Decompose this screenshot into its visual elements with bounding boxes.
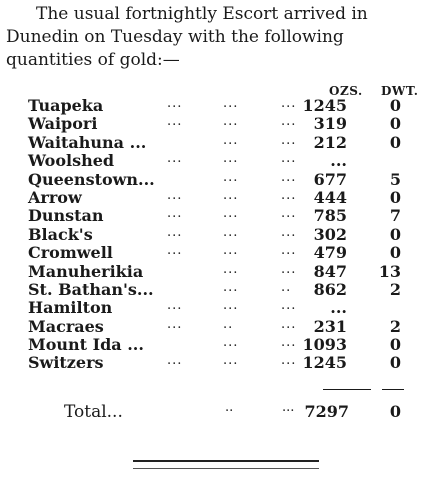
leader-dots: ... — [223, 206, 239, 222]
ozs-value: 862 — [313, 279, 347, 299]
place-name: Manuherikia — [28, 261, 144, 281]
dwt-value: 5 — [389, 169, 401, 189]
leader-dots: ... — [281, 224, 297, 240]
leader-dots: ... — [167, 206, 183, 222]
dwt-value: 0 — [389, 353, 401, 373]
end-rule-divider — [133, 460, 319, 469]
leader-dots: ... — [167, 96, 183, 111]
dwt-value: 0 — [389, 335, 401, 355]
place-name: Woolshed — [28, 151, 115, 171]
leader-dots: ... — [223, 243, 239, 259]
leader-dots: ... — [167, 114, 183, 130]
sum-rule — [323, 389, 371, 390]
ozs-value: 444 — [313, 187, 347, 207]
place-name: Waipori — [28, 114, 98, 134]
leader-dots: ... — [223, 279, 239, 295]
place-name: Dunstan — [28, 206, 104, 226]
intro-paragraph — [6, 3, 438, 72]
ozs-value: 1245 — [302, 353, 347, 373]
place-name: Arrow — [28, 187, 82, 207]
leader-dots: ... — [223, 261, 239, 277]
place-name: Hamilton — [28, 298, 113, 318]
ozs-value: 302 — [313, 224, 347, 244]
place-name: St. Bathan's... — [28, 279, 154, 299]
leader-dots: ... — [167, 243, 183, 259]
leader-dots: ... — [167, 187, 183, 203]
ozs-value: 677 — [313, 169, 347, 189]
leader-dots: ... — [281, 206, 297, 222]
leader-dots: ... — [282, 400, 295, 415]
leader-dots: ... — [281, 96, 297, 111]
leader-dots: ... — [281, 243, 297, 259]
dwt-value: 2 — [389, 316, 401, 336]
ozs-value: 212 — [313, 132, 347, 152]
total-row — [0, 402, 445, 422]
leader-dots: .. — [281, 279, 292, 295]
leader-dots: ... — [223, 151, 239, 167]
leader-dots: ... — [223, 169, 239, 185]
leader-dots: ... — [281, 335, 297, 351]
place-name: Tuapeka — [28, 96, 104, 115]
ozs-value: 785 — [313, 206, 347, 226]
ozs-value: 847 — [313, 261, 347, 281]
dwt-value: 7 — [389, 206, 401, 226]
leader-dots: ... — [167, 151, 183, 167]
place-name: Queenstown... — [28, 169, 155, 189]
ozs-value: 479 — [313, 243, 347, 263]
table-row — [0, 354, 445, 372]
place-name: Mount Ida ... — [28, 335, 144, 355]
total-label: Total... — [64, 402, 123, 422]
leader-dots: ... — [167, 353, 183, 369]
dwt-value: 0 — [389, 224, 401, 244]
place-name: Cromwell — [28, 243, 113, 263]
leader-dots: ... — [281, 353, 297, 369]
leader-dots: ... — [223, 224, 239, 240]
ozs-value: 319 — [313, 114, 347, 134]
leader-dots: ... — [223, 187, 239, 203]
place-name: Waitahuna ... — [28, 132, 147, 152]
ozs-value: 1245 — [302, 96, 347, 115]
dwt-value: 0 — [389, 187, 401, 207]
dwt-value: 0 — [389, 132, 401, 152]
column-header-dwt: DWT. — [381, 84, 419, 98]
leader-dots: ... — [167, 298, 183, 314]
ozs-value: 231 — [313, 316, 347, 336]
ozs-value: 1093 — [302, 335, 347, 355]
leader-dots: ... — [281, 187, 297, 203]
leader-dots: ... — [223, 132, 239, 148]
leader-dots: ... — [281, 169, 297, 185]
total-ozs-value: 7297 — [304, 402, 349, 421]
leader-dots: ... — [223, 114, 239, 130]
leader-dots: ... — [281, 261, 297, 277]
leader-dots: ... — [281, 132, 297, 148]
leader-dots: ... — [281, 151, 297, 167]
dwt-value: 0 — [389, 96, 401, 115]
total-dwt-value: 0 — [389, 402, 401, 421]
leader-dots: ... — [223, 96, 239, 111]
dwt-value: 13 — [378, 261, 401, 281]
ozs-value: ... — [330, 298, 347, 318]
leader-dots: ... — [167, 316, 183, 332]
leader-dots: ... — [223, 298, 239, 314]
dwt-value: 0 — [389, 114, 401, 134]
sum-rule — [382, 389, 404, 390]
dwt-value: 2 — [389, 279, 401, 299]
leader-dots: ... — [281, 298, 297, 314]
place-name: Switzers — [28, 353, 104, 373]
leader-dots: ... — [281, 316, 297, 332]
place-name: Black's — [28, 224, 93, 244]
leader-dots: ... — [223, 353, 239, 369]
leader-dots: ... — [223, 335, 239, 351]
gold-table — [0, 97, 445, 373]
dwt-value: 0 — [389, 243, 401, 263]
leader-dots: ... — [281, 114, 297, 130]
leader-dots: ... — [167, 224, 183, 240]
intro-line: quantities of gold:— — [6, 50, 180, 70]
intro-line: The usual fortnightly Escort arrived in — [36, 4, 368, 24]
leader-dots: .. — [225, 400, 234, 415]
column-header-ozs: OZS. — [329, 84, 363, 98]
intro-line: Dunedin on Tuesday with the following — [6, 27, 344, 47]
ozs-value: ... — [330, 151, 347, 171]
place-name: Macraes — [28, 316, 104, 336]
leader-dots: .. — [223, 316, 234, 332]
